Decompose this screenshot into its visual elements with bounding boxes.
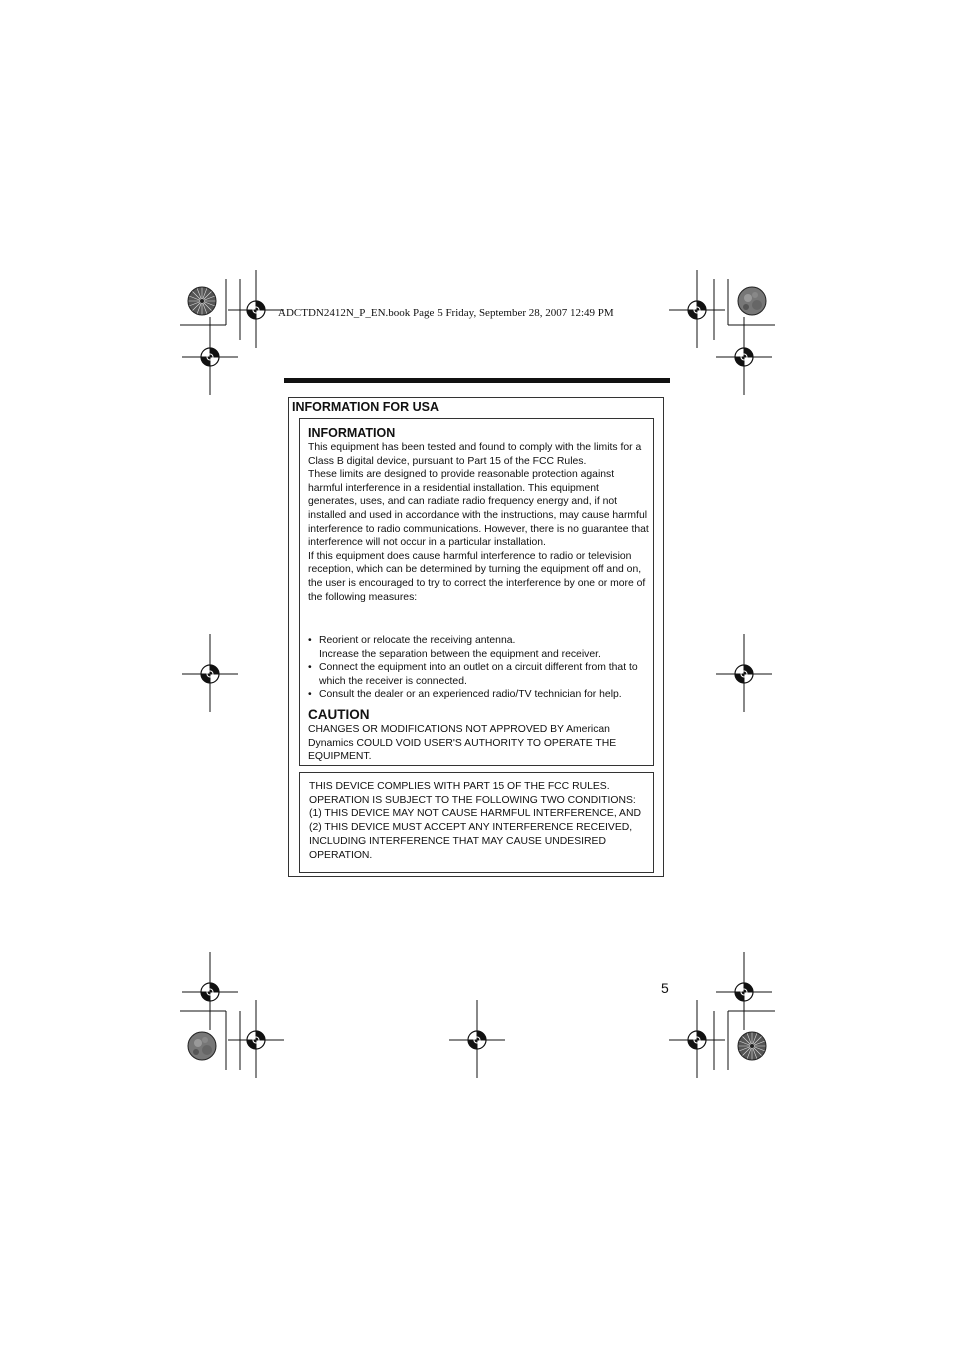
list-item <box>308 688 650 702</box>
page-number: 5 <box>661 980 669 996</box>
bullet-icon: • <box>308 635 312 646</box>
bullet-icon: • <box>308 689 312 701</box>
fcc-notice-text: THIS DEVICE COMPLIES WITH PART 15 OF THE FCC RULES. OPERATION IS SUBJECT TO THE FOLLOWING TWO CONDITIONS: (1) THIS DEVICE MAY NOT CAUSE HARMFUL INTERFERENCE, AND (2) THIS DEVICE MUST ACCEPT ANY INTERFERENCE RECEIVED, INCLUDING INTERFERENCE THAT MAY CAUSE UNDESIRED OPERATION. <box>309 781 641 861</box>
information-paragraphs <box>308 441 650 604</box>
section-title: INFORMATION FOR USA <box>292 400 439 414</box>
paragraph: This equipment has been tested and found to comply with the limits for a Class B digital device, pursuant to Part 15 of the FCC Rules. <box>308 442 642 467</box>
paragraph: If this equipment does cause harmful interference to radio or television reception, which can be determined by turning the equipment off and on, the user is encouraged to try to correct the interference by one or more of the following measures: <box>308 550 646 603</box>
list-item <box>308 661 650 688</box>
list-item <box>308 634 650 661</box>
caution-text: CHANGES OR MODIFICATIONS NOT APPROVED BY American Dynamics COULD VOID USER'S AUTHORITY TO OPERATE THE EQUIPMENT. <box>308 724 617 763</box>
list-item-text: Reorient or relocate the receiving antenna. <box>319 635 516 646</box>
list-item-text: Consult the dealer or an experienced radio/TV technician for help. <box>319 689 622 701</box>
information-heading: INFORMATION <box>308 426 396 440</box>
paragraph: These limits are designed to provide reasonable protection against harmful interference in a residential installation. This equipment generates, uses, and can radiate radio frequency energy and, if not installed and used in accordance with the instructions, may cause harmful interference to radio communications. However, there is no guarantee that interference will not occur in a particular installation. <box>308 469 649 549</box>
caution-heading: CAUTION <box>308 707 370 722</box>
section-rule <box>284 378 670 383</box>
bullet-icon: • <box>308 662 312 674</box>
measures-list <box>308 634 650 702</box>
list-item-text: Connect the equipment into an outlet on a circuit different from that to which the receiver is connected. <box>319 662 638 687</box>
book-header: ADCTDN2412N_P_EN.book Page 5 Friday, September 28, 2007 12:49 PM <box>278 307 614 319</box>
list-item-text: Increase the separation between the equipment and receiver. <box>319 648 601 660</box>
